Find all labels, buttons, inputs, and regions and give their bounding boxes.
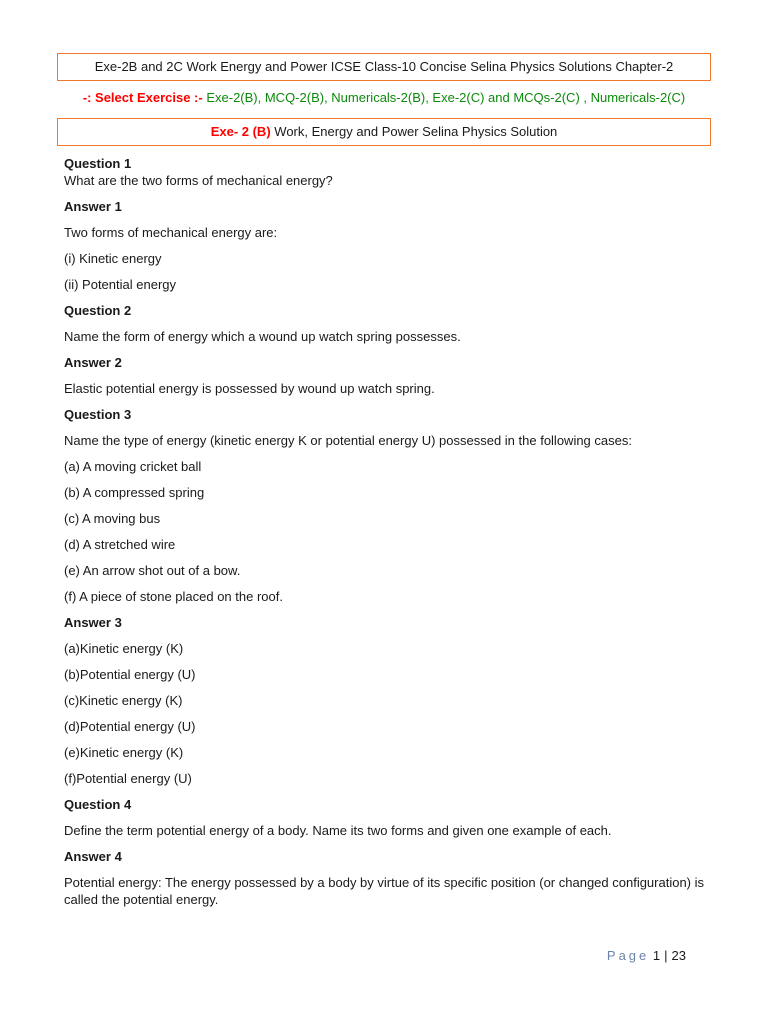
answer-line: (i) Kinetic energy bbox=[64, 251, 162, 266]
section-title-box bbox=[57, 118, 711, 146]
question-label: Question 4 bbox=[64, 797, 132, 812]
question-item: (c) A moving bus bbox=[64, 511, 161, 526]
question-item: (f) A piece of stone placed on the roof. bbox=[64, 589, 283, 604]
question-text: Name the type of energy (kinetic energy K or potential energy U) possessed in the following cases: bbox=[64, 433, 632, 448]
answer-item: (f)Potential energy (U) bbox=[64, 771, 192, 786]
question-text: Define the term potential energy of a body. Name its two forms and given one example of each. bbox=[64, 823, 612, 838]
question-label: Question 2 bbox=[64, 303, 132, 318]
question-text: Name the form of energy which a wound up watch spring possesses. bbox=[64, 329, 461, 344]
page-total: 23 bbox=[671, 948, 686, 963]
document-title-box bbox=[57, 53, 711, 81]
answer-label: Answer 3 bbox=[64, 615, 122, 630]
page-separator: | bbox=[664, 948, 668, 963]
document-title: Exe-2B and 2C Work Energy and Power ICSE Class-10 Concise Selina Physics Solutions Chapter-2 bbox=[94, 59, 674, 74]
question-label: Question 3 bbox=[64, 407, 132, 422]
question-item: (a) A moving cricket ball bbox=[64, 459, 202, 474]
page-word: Page bbox=[606, 948, 650, 963]
answer-label: Answer 4 bbox=[64, 849, 122, 864]
answer-line: (ii) Potential energy bbox=[64, 277, 176, 292]
page-footer bbox=[607, 948, 686, 963]
section-title: Work, Energy and Power Selina Physics Solution bbox=[274, 124, 558, 139]
page-number: 1 bbox=[652, 948, 661, 963]
answer-item: (e)Kinetic energy (K) bbox=[64, 745, 184, 760]
answer-line: Two forms of mechanical energy are: bbox=[64, 225, 278, 240]
exercise-links[interactable]: Exe-2(B), MCQ-2(B), Numericals-2(B), Exe-2(C) and MCQs-2(C) , Numericals-2(C) bbox=[206, 90, 686, 105]
exercise-selector bbox=[0, 90, 768, 105]
question-text: What are the two forms of mechanical energy? bbox=[64, 173, 333, 188]
answer-item: (a)Kinetic energy (K) bbox=[64, 641, 184, 656]
question-item: (d) A stretched wire bbox=[64, 537, 176, 552]
question-item: (b) A compressed spring bbox=[64, 485, 205, 500]
answer-item: (c)Kinetic energy (K) bbox=[64, 693, 183, 708]
answer-label: Answer 2 bbox=[64, 355, 122, 370]
qa-content bbox=[64, 155, 714, 908]
answer-label: Answer 1 bbox=[64, 199, 122, 214]
answer-text: Potential energy: The energy possessed by a body by virtue of its specific position (or changed configuration) is called the potential energy. bbox=[64, 875, 705, 907]
question-label: Question 1 bbox=[64, 156, 132, 171]
answer-item: (b)Potential energy (U) bbox=[64, 667, 196, 682]
section-prefix: Exe- 2 (B) bbox=[210, 124, 271, 139]
answer-item: (d)Potential energy (U) bbox=[64, 719, 196, 734]
select-exercise-label: -: Select Exercise :- bbox=[82, 90, 203, 105]
answer-text: Elastic potential energy is possessed by wound up watch spring. bbox=[64, 381, 435, 396]
question-item: (e) An arrow shot out of a bow. bbox=[64, 563, 241, 578]
